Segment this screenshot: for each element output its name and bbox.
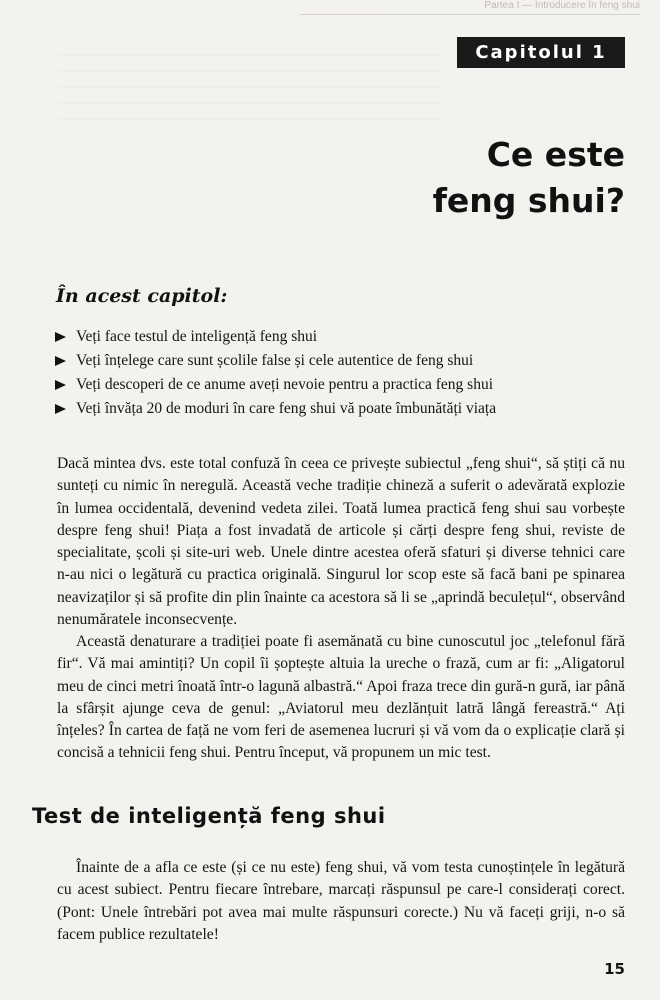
running-head: Partea I — Introducere în feng shui — [300, 0, 640, 15]
arrow-bullet-icon — [55, 380, 66, 390]
list-item — [55, 373, 496, 397]
chapter-title — [365, 132, 625, 224]
list-item-text: Veți învăța 20 de moduri în care feng shui vă poate îmbunătăți viața — [76, 400, 497, 417]
show-through-texture — [60, 40, 440, 130]
section-heading: Test de inteligență feng shui — [32, 804, 386, 828]
arrow-bullet-icon — [55, 404, 66, 414]
list-item — [55, 397, 496, 421]
arrow-bullet-icon — [55, 356, 66, 366]
chapter-title-line-1: Ce este — [486, 135, 625, 174]
list-item-text: Veți înțelege care sunt școlile false și cele autentice de feng shui — [76, 352, 474, 369]
chapter-title-line-2: feng shui? — [432, 181, 625, 220]
body-paragraph-1: Dacă mintea dvs. este total confuză în ceea ce privește subiectul „feng shui“, să știți că nu sunteți cu nimic în neregulă. Această veche tradiție chineză a suferit o adevărată explozie în lumea occidentală, devenind vedeta zilei. Toată lumea practică feng shui sau vorbește despre feng shui! Piața a fost invadată de articole și cărți despre feng shui, reviste de specialitate, școli și site-uri web. Unele dintre acestea oferă sfaturi și diverse tehnici care n-au nici o legătură cu practica originală. Singurul lor scop este să facă bani pe spinarea neavizaților și să profite din plin înainte ca acestora să li se „aprindă beculețul“, observând nenumăratele inconsecvențe. — [57, 455, 625, 629]
list-item — [55, 325, 496, 349]
in-this-chapter-heading: În acest capitol: — [56, 285, 228, 307]
list-item-text: Veți descoperi de ce anume aveți nevoie pentru a practica feng shui — [76, 376, 494, 393]
chapter-label: Capitolul 1 — [457, 37, 625, 68]
page-number: 15 — [604, 960, 625, 978]
chapter-objectives-list — [55, 325, 496, 421]
section-paragraph: Înainte de a afla ce este (și ce nu este) feng shui, vă vom testa cunoștințele în legătură cu acest subiect. Pentru fiecare întrebare, marcați răspunsul pe care-l considerați corect. (Pont: Unele întrebări pot avea mai multe răspunsuri corecte.) Nu vă faceți griji, n-o să facem publice rezultatele! — [57, 859, 625, 943]
list-item — [55, 349, 496, 373]
arrow-bullet-icon — [55, 332, 66, 342]
list-item-text: Veți face testul de inteligență feng shui — [76, 328, 318, 345]
body-paragraph-2: Această denaturare a tradiției poate fi asemănată cu bine cunoscutul joc „telefonul fără fir“. Vă mai amintiți? Un copil îi șoptește altuia la ureche o frază, cum ar fi: „Aligatorul meu de cinci metri înoată într-o lagună albastră.“ Apoi fraza trece din gură-n gură, iar până la sfârșit ajunge ceva de genul: „Aviatorul meu dezlănțuit latră lângă fereastră.“ Ați înțeles? În cartea de față ne vom feri de asemenea lucruri și vă vom da o explicație clară și concisă a tehnicii feng shui. Pentru început, vă propunem un mic test. — [57, 633, 625, 762]
